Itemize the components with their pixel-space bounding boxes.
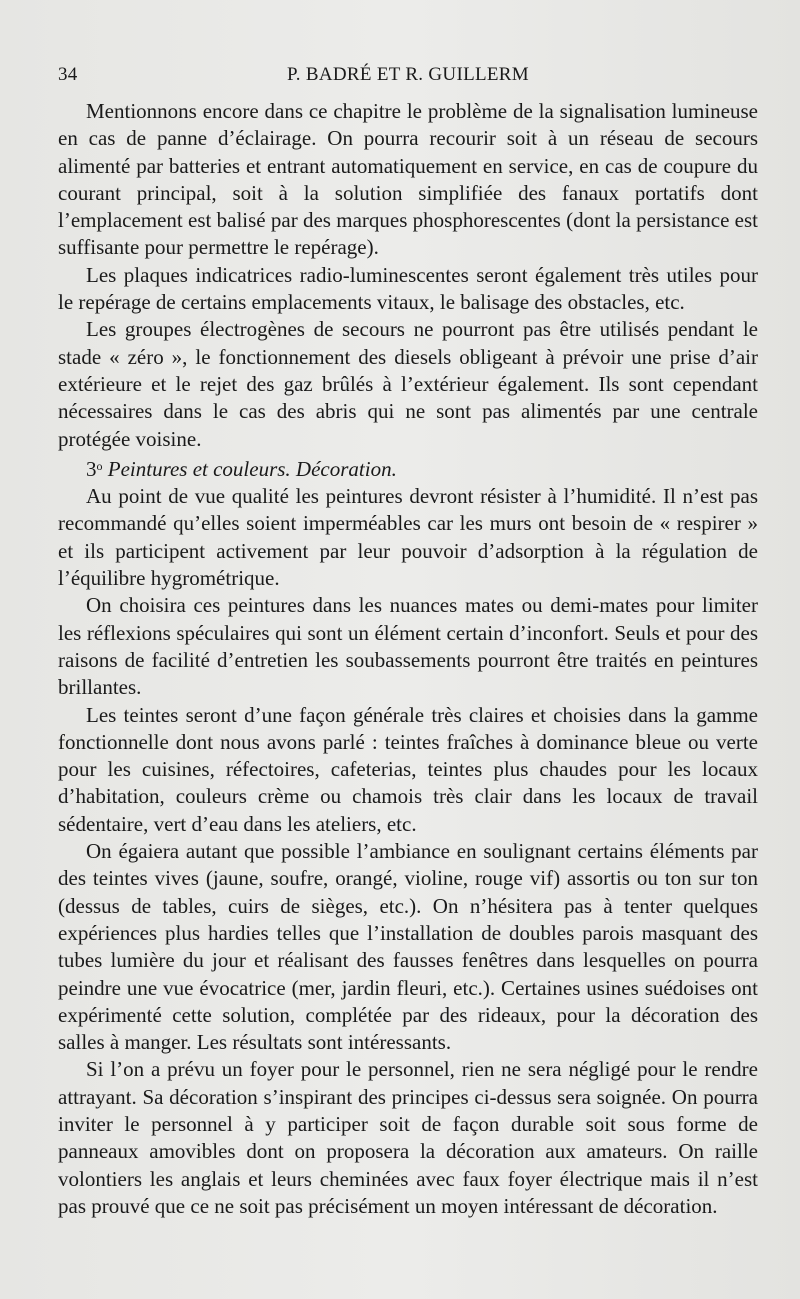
body-text bbox=[58, 98, 758, 1220]
section-title: Peintures et couleurs. Décoration. bbox=[107, 456, 397, 481]
page-header bbox=[58, 64, 758, 88]
section-heading bbox=[58, 453, 758, 483]
paragraph: Mentionnons encore dans ce chapitre le problème de la signalisation lumineuse en cas de panne d’éclairage. On pourra recourir soit à un réseau de secours alimenté par batteries et entrant automatiquement en service, en cas de coupure du courant principal, soit à la solution simplifiée des fanaux portatifs dont l’emplacement est balisé par des marques phosphorescentes (dont la persistance est suffisante pour permettre le repérage). bbox=[58, 99, 758, 260]
paragraph: Si l’on a prévu un foyer pour le personnel, rien ne sera négligé pour le rendre attrayant. Sa décoration s’inspirant des principes ci-dessus sera soignée. On pourra inviter le personnel à y participer soit de façon durable soit sous forme de panneaux amovibles dont on proposera la décoration aux amateurs. On raille volontiers les anglais et leurs cheminées avec faux foyer électrique mais il n’est pas prouvé que ce ne soit pas précisément un moyen intéressant de décoration. bbox=[58, 1057, 758, 1218]
page-number: 34 bbox=[58, 64, 78, 85]
paragraph: Les teintes seront d’une façon générale très claires et choisies dans la gamme fonctionnelle dont nous avons parlé : teintes fraîches à dominance bleue ou verte pour les cuisines, réfectoires, cafeterias, teintes plus chaudes pour les locaux d’habitation, couleurs crème ou chamois très clair dans les locaux de travail sédentaire, vert d’eau dans les ateliers, etc. bbox=[58, 702, 758, 836]
paragraph: Les plaques indicatrices radio-luminescentes seront également très utiles pour le repérage de certains emplacements vitaux, le balisage des obstacles, etc. bbox=[58, 262, 758, 315]
running-head: P. BADRÉ ET R. GUILLERM bbox=[287, 64, 529, 85]
paragraph: Au point de vue qualité les peintures devront résister à l’humidité. Il n’est pas recommandé qu’elles soient imperméables car les murs ont besoin de « respirer » et ils participent activement par leur pouvoir d’adsorption à la régulation de l’équilibre hygrométrique. bbox=[58, 484, 758, 591]
paragraph: On choisira ces peintures dans les nuances mates ou demi-mates pour limiter les réflexions spéculaires qui sont un élément certain d’inconfort. Seuls et pour des raisons de facilité d’entretien les soubassements pourront être traités en peintures brillantes. bbox=[58, 593, 758, 700]
section-number: 3 bbox=[86, 456, 97, 481]
paragraph: Les groupes électrogènes de secours ne pourront pas être utilisés pendant le stade « zéro », le fonctionnement des diesels obligeant à prévoir une prise d’air extérieure et le rejet des gaz brûlés à l’extérieur également. Ils sont cependant nécessaires dans le cas des abris qui ne sont pas alimentés par une centrale protégée voisine. bbox=[58, 317, 758, 451]
paragraph: On égaiera autant que possible l’ambiance en soulignant certains éléments par des teintes vives (jaune, soufre, orangé, violine, rouge vif) assortis ou ton sur ton (dessus de tables, cuirs de sièges, etc.). On n’hésitera pas à tenter quelques expériences plus hardies telles que l’installation de doubles parois masquant des tubes lumière du jour et réalisant des fausses fenêtres dans lesquelles on pourra peindre une vue évocatrice (mer, jardin fleuri, etc.). Certaines usines suédoises ont expérimenté cette solution, complétée par des rideaux, pour la décoration des salles à manger. Les résultats sont intéressants. bbox=[58, 839, 758, 1055]
section-number-suffix: o bbox=[96, 458, 103, 473]
